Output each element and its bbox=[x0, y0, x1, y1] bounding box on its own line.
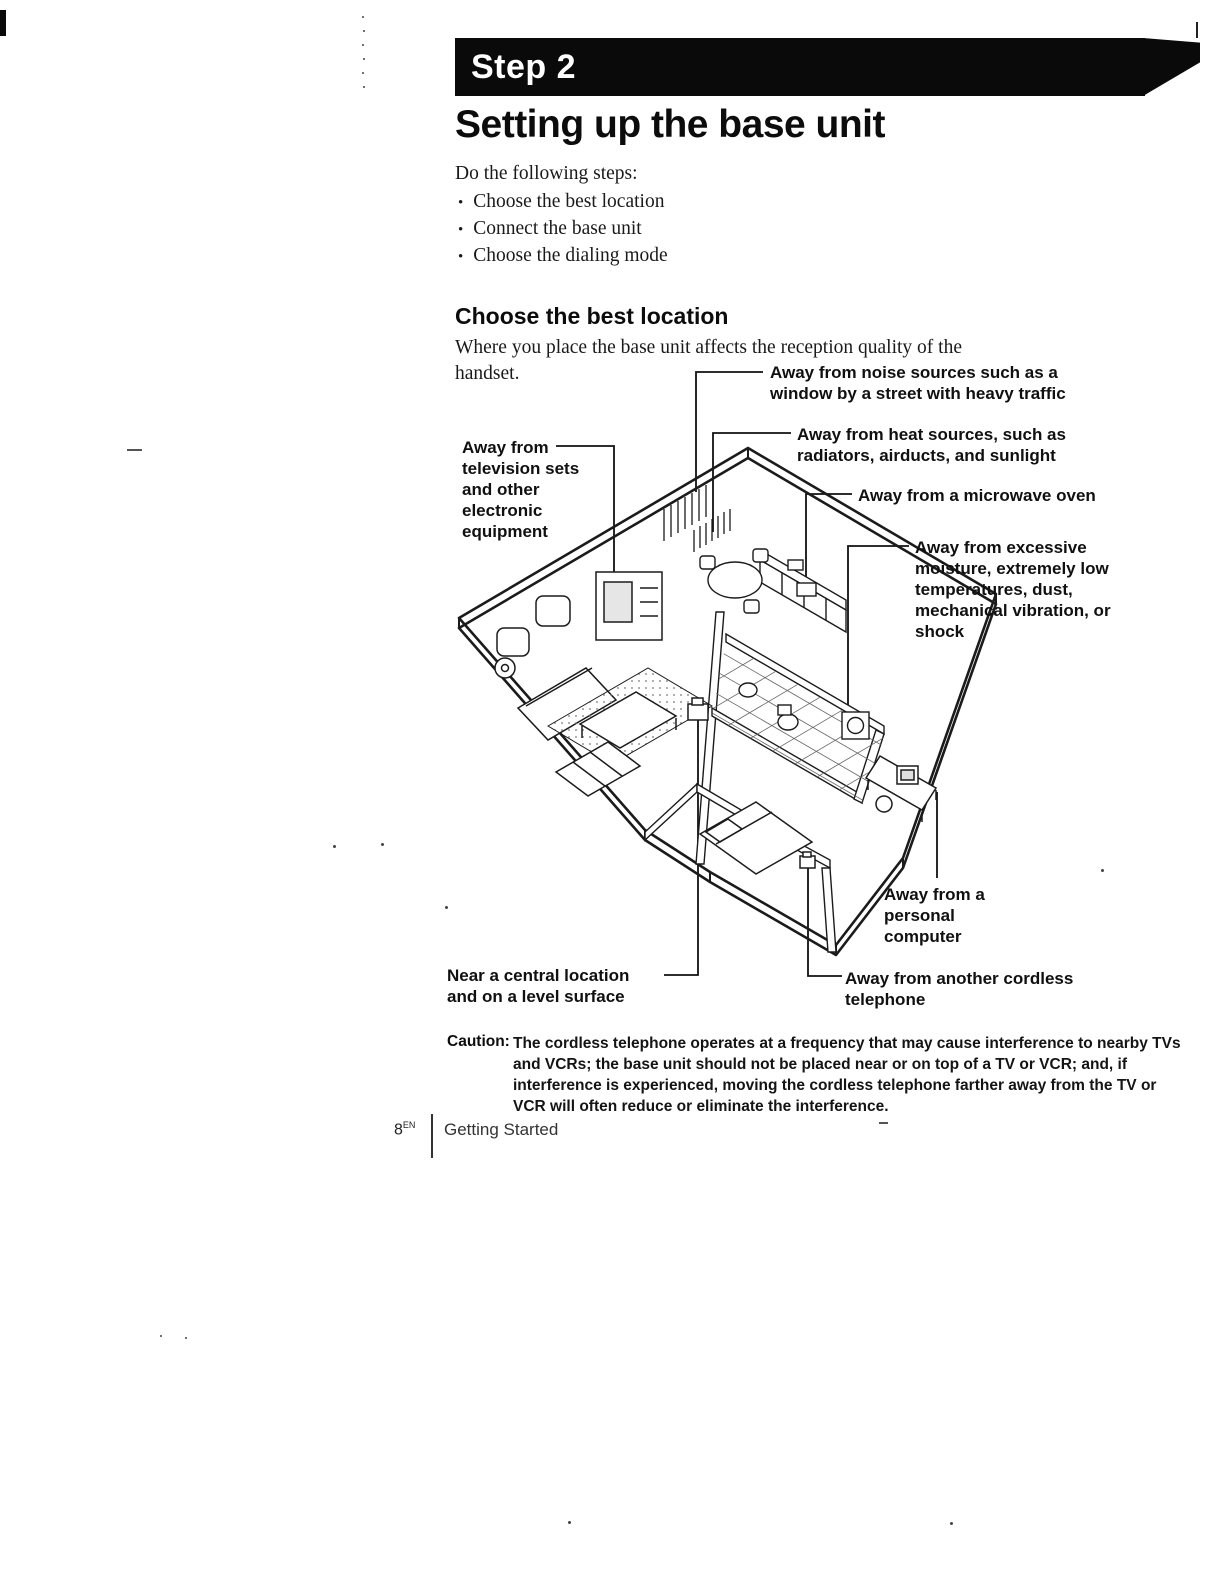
sink bbox=[788, 560, 803, 570]
caution-text: The cordless telephone operates at a frequency that may cause interference to nearby TVs and VCRs; the base unit should not be placed near or on top of a TV or VCR; and, if interference is experienced, moving the cordless telephone farther away from the TV or VCR will often reduce or eliminate the interference. bbox=[513, 1035, 1181, 1115]
intro-step-text: Choose the best location bbox=[473, 191, 665, 212]
callout-microwave: Away from a microwave oven bbox=[858, 486, 1096, 505]
microwave-oven bbox=[797, 583, 816, 596]
leader-microwave bbox=[806, 494, 852, 588]
page-number-value: 8 bbox=[394, 1121, 403, 1139]
armchair bbox=[497, 628, 529, 656]
tv-screen bbox=[604, 582, 632, 622]
intro-step-3 bbox=[458, 245, 668, 270]
callout-cordless: Away from another cordless telephone bbox=[845, 969, 1074, 1009]
scan-artifact bbox=[363, 58, 365, 60]
callout-moisture: Away from excessive moisture, extremely low temperatures, dust, mechanical vibration, or shock bbox=[915, 538, 1111, 641]
bathroom-sink bbox=[739, 683, 757, 697]
washing-machine bbox=[842, 712, 869, 739]
intro-step-text: Connect the base unit bbox=[473, 218, 642, 239]
section-heading: Choose the best location bbox=[455, 303, 729, 329]
step-banner-tip bbox=[1143, 38, 1200, 96]
callout-computer: Away from a personal computer bbox=[884, 885, 985, 946]
callout-central: Near a central location and on a level surface bbox=[447, 966, 630, 1006]
scan-artifact bbox=[879, 1122, 888, 1124]
section-body-line1: Where you place the base unit affects the reception quality of the bbox=[455, 337, 962, 358]
scan-artifact bbox=[127, 449, 142, 451]
toilet bbox=[778, 705, 798, 730]
dining-chair bbox=[700, 556, 715, 569]
scan-artifact bbox=[950, 1522, 953, 1525]
intro-lead: Do the following steps: bbox=[455, 163, 638, 184]
caution-label: Caution: bbox=[447, 1033, 510, 1050]
scan-artifact bbox=[363, 86, 365, 88]
step-banner bbox=[455, 38, 1145, 96]
cordless-phone bbox=[803, 852, 811, 857]
scan-artifact bbox=[1196, 22, 1198, 38]
armchair bbox=[536, 596, 570, 626]
bedroom bbox=[700, 802, 815, 874]
page-number-suffix: EN bbox=[402, 1120, 416, 1130]
bullet-icon: • bbox=[458, 249, 464, 265]
intro-step-1 bbox=[458, 191, 664, 216]
scan-artifact bbox=[363, 30, 365, 32]
dining-chair bbox=[744, 600, 759, 613]
callout-heat: Away from heat sources, such as radiators, airducts, and sunlight bbox=[797, 425, 1066, 465]
leader-heat bbox=[713, 433, 791, 532]
scan-artifact bbox=[1101, 869, 1104, 872]
scan-artifact bbox=[362, 16, 364, 18]
base-unit-phone bbox=[692, 698, 703, 705]
scan-artifact bbox=[362, 72, 364, 74]
page-number bbox=[394, 1120, 415, 1139]
page-title: Setting up the base unit bbox=[455, 103, 886, 146]
scan-artifact bbox=[185, 1337, 187, 1339]
kitchen-counter bbox=[760, 550, 846, 632]
leader-moisture bbox=[848, 546, 909, 714]
footer-divider bbox=[431, 1114, 433, 1158]
living-room-furniture bbox=[495, 572, 712, 796]
bullet-icon: • bbox=[458, 195, 464, 211]
tv-cabinet bbox=[596, 572, 662, 640]
bullet-icon: • bbox=[458, 222, 464, 238]
scan-artifact bbox=[333, 845, 336, 848]
dining-chair bbox=[753, 549, 768, 562]
scan-artifact bbox=[381, 843, 384, 846]
intro-step-text: Choose the dialing mode bbox=[473, 245, 668, 266]
scan-artifact bbox=[568, 1521, 571, 1524]
callout-noise: Away from noise sources such as a window by a street with heavy traffic bbox=[770, 363, 1066, 403]
floor-lamp bbox=[495, 658, 515, 678]
step-banner-label: Step 2 bbox=[471, 47, 577, 86]
callout-tv: Away from television sets and other electronic equipment bbox=[462, 438, 580, 541]
bed bbox=[700, 802, 812, 874]
scan-artifact bbox=[362, 44, 364, 46]
desk-chair bbox=[876, 796, 892, 812]
intro-step-2 bbox=[458, 218, 642, 243]
computer-room bbox=[866, 756, 936, 822]
dining-table bbox=[700, 549, 768, 613]
section-body-line2: handset. bbox=[455, 363, 520, 384]
computer-desk bbox=[866, 756, 936, 822]
scan-artifact bbox=[0, 10, 6, 36]
scan-artifact bbox=[160, 1335, 162, 1337]
footer-section-name: Getting Started bbox=[444, 1120, 559, 1139]
